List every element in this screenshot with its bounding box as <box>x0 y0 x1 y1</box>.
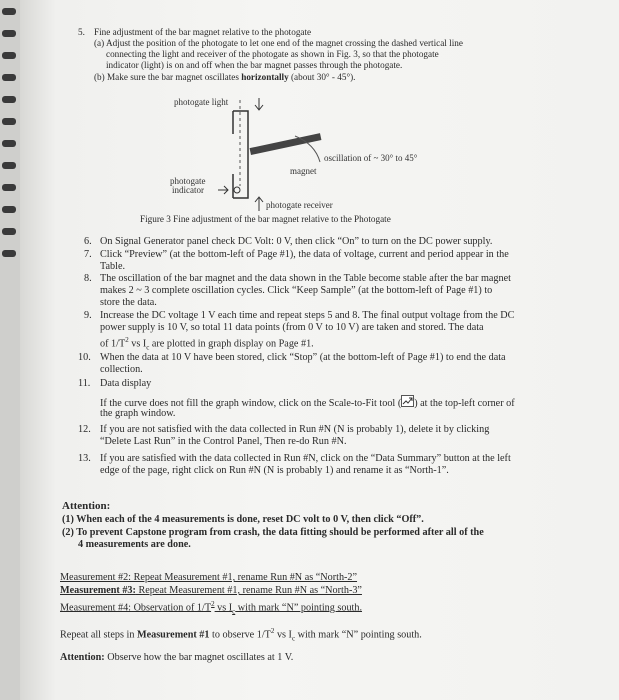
step-6-number: 6. <box>84 236 92 247</box>
down-arrow-icon <box>255 98 263 110</box>
photogate-light-label: photogate light <box>174 97 229 107</box>
right-arrow-icon <box>218 186 228 194</box>
page-binding-edge <box>0 0 20 700</box>
figure-3-diagram <box>120 86 520 212</box>
indicator-label-2: indicator <box>172 185 204 195</box>
step-9-number: 9. <box>84 310 92 321</box>
repeat-bold: Measurement #1 <box>136 629 210 641</box>
binding-hole <box>2 30 16 37</box>
repeat-text-end: with mark “N” pointing south. <box>295 629 422 641</box>
repeat-vs: vs I <box>274 629 292 641</box>
step-11-text-end: ) at the top-left corner of <box>414 398 515 409</box>
measurement-3-label: Measurement #3: <box>60 585 136 596</box>
up-arrow-icon <box>255 197 263 211</box>
binding-hole <box>2 118 16 125</box>
step-9-sup: 2 <box>125 336 129 344</box>
step-7-number: 7. <box>84 249 92 260</box>
step-7-line-1: Click “Preview” (at the bottom-left of Page #1), the data of voltage, current and period appear in the <box>100 249 509 260</box>
step-5a-line-2: connecting the light and receiver of the photogate as shown in Fig. 3, so that the photogate <box>106 49 439 59</box>
attention-heading: Attention: <box>62 500 111 512</box>
step-11-line-3: the graph window. <box>100 408 176 419</box>
step-5b-text: (b) Make sure the bar magnet oscillates <box>94 72 242 82</box>
step-13-number: 13. <box>78 453 91 464</box>
step-9-sub: c <box>146 343 150 352</box>
measurement-4-sub: c <box>232 607 236 616</box>
step-9-line-2: power supply is 10 V, so total 11 data points (from 0 V to 10 V) are taken and stored. The data <box>100 322 484 333</box>
step-9-line-3 <box>100 334 314 354</box>
binding-hole <box>2 96 16 103</box>
indicator-light-icon <box>234 187 240 193</box>
measurement-3-line <box>60 585 362 598</box>
photogate-receiver-label: photogate receiver <box>266 200 333 210</box>
bar-magnet <box>250 133 322 155</box>
step-5b-text-end: (about 30° - 45°). <box>288 72 356 82</box>
step-5a-line-1: (a) Adjust the position of the photogate to let one end of the magnet crossing the dashed vertical line <box>94 38 463 48</box>
step-11-heading: Data display <box>100 378 152 389</box>
step-8-line-2: makes 2 ~ 3 complete oscillation cycles. Click “Keep Sample” (at the bottom-left of Page #1) to <box>100 285 493 296</box>
measurement-4-text: Observation of 1/T <box>131 602 212 614</box>
attention-point-2-line-2: 4 measurements are done. <box>78 539 191 550</box>
step-12-number: 12. <box>78 424 91 435</box>
step-10-line-1: When the data at 10 V have been stored, click “Stop” (at the bottom-left of Page #1) to end the data <box>100 352 506 363</box>
measurement-4-label: Measurement #4: <box>60 602 132 614</box>
binding-hole <box>2 140 16 147</box>
step-13-line-1: If you are satisfied with the data collected in Run #N, click on the “Data Summary” button at the left <box>100 453 511 464</box>
step-12-line-1: If you are not satisfied with the data collected in Run #N (N is probably 1), delete it by clicking <box>100 424 490 435</box>
measurement-3-text: Repeat Measurement #1, rename Run #N as “North-3” <box>135 585 362 596</box>
repeat-sub: c <box>291 634 296 643</box>
repeat-text: Repeat all steps in <box>60 629 137 641</box>
measurement-2-label: Measurement #2: <box>60 572 132 583</box>
oscillation-label: oscillation of ~ 30° to 45° <box>324 153 418 163</box>
figure-3-caption: Figure 3 Fine adjustment of the bar magnet relative to the Photogate <box>140 214 391 224</box>
binding-hole <box>2 162 16 169</box>
step-5b-line <box>94 72 355 83</box>
step-5b-bold: horizontally <box>241 72 289 82</box>
step-9-line-1: Increase the DC voltage 1 V each time and repeat steps 5 and 8. The final output voltage from the DC <box>100 310 515 321</box>
document-page <box>20 0 619 700</box>
step-9-line-3-end: are plotted in graph display on Page #1. <box>149 338 314 350</box>
binding-hole <box>2 74 16 81</box>
step-8-line-1: The oscillation of the bar magnet and the data shown in the Table become stable after the bar magnet <box>100 273 511 284</box>
step-12-line-2: “Delete Last Run” in the Control Panel, Then re-do Run #N. <box>100 436 347 447</box>
scale-to-fit-icon <box>401 395 414 407</box>
step-5-title: Fine adjustment of the bar magnet relative to the photogate <box>94 27 312 37</box>
step-10-line-2: collection. <box>100 364 143 375</box>
step-11-number: 11. <box>78 378 91 389</box>
final-attention-label: Attention: <box>60 652 105 663</box>
measurement-2-line <box>60 572 357 585</box>
step-5-number: 5. <box>78 27 85 37</box>
repeat-line <box>60 625 422 645</box>
binding-hole <box>2 52 16 59</box>
magnet-label: magnet <box>290 166 317 176</box>
binding-hole <box>2 250 16 257</box>
measurement-4-text-end: with mark “N” pointing south. <box>235 602 363 614</box>
step-8-number: 8. <box>84 273 92 284</box>
step-10-number: 10. <box>78 352 91 363</box>
measurement-4-line <box>60 598 362 618</box>
binding-hole <box>2 228 16 235</box>
indicator-label-1: photogate <box>170 176 206 186</box>
step-13-line-2: edge of the page, right click on Run #N (N is probably 1) and rename it as “North-1”. <box>100 465 449 476</box>
repeat-formula: to observe 1/T <box>209 629 271 641</box>
step-9-formula: of 1/T <box>100 338 126 350</box>
step-9-formula-vs: vs I <box>128 338 147 350</box>
final-attention-line <box>60 652 293 665</box>
step-6-text: On Signal Generator panel check DC Volt: 0 V, then click “On” to turn on the DC power supply. <box>100 236 493 247</box>
binding-hole <box>2 184 16 191</box>
step-8-line-3: store the data. <box>100 297 157 308</box>
measurement-4-sup: 2 <box>211 600 215 608</box>
step-7-line-2: Table. <box>100 261 126 272</box>
attention-point-1: (1) When each of the 4 measurements is done, reset DC volt to 0 V, then click “Off”. <box>62 514 424 525</box>
final-attention-text: Observe how the bar magnet oscillates at 1 V. <box>104 652 294 663</box>
binding-hole <box>2 8 16 15</box>
step-11-text: If the curve does not fill the graph window, click on the Scale-to-Fit tool ( <box>100 398 402 409</box>
measurement-4-vs: vs I <box>214 602 233 614</box>
attention-point-2-line-1: (2) To prevent Capstone program from crash, the data fitting should be performed after all of the <box>62 527 484 538</box>
step-5a-line-3: indicator (light) is on and off when the bar magnet passes through the photogate. <box>106 60 403 70</box>
binding-hole <box>2 206 16 213</box>
measurement-2-text: Repeat Measurement #1, rename Run #N as “North-2” <box>131 572 358 583</box>
repeat-sup: 2 <box>270 627 275 635</box>
